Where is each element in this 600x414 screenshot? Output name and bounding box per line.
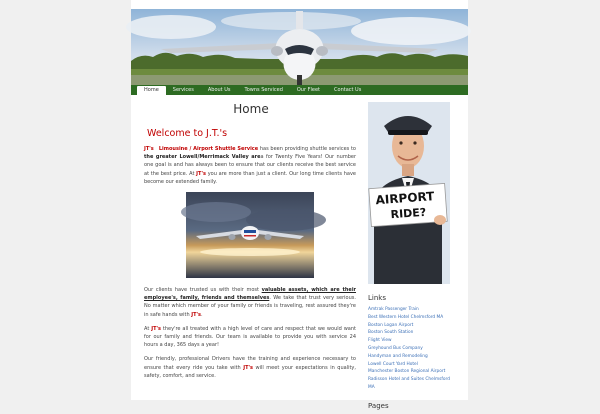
chauffeur-airport-ride-photo [368,102,450,284]
link-amtrak[interactable]: Amtrak Passenger Train [368,307,419,312]
link-best-western[interactable]: Best Western Hotel Chelmsford MA [368,314,444,320]
text-fragment: . We take that trust very serious. No matter which member of your family or friends is traveling, rest assured they're in safe hands with [144,295,356,318]
text-fragment: has been providing shuttle services to [258,146,356,152]
brand-service: Limousine / Airport Shuttle Service [158,146,259,152]
pages-heading: Pages [368,401,389,410]
text-fragment: you are more than just a client. Our long time clients have become our extended family. [144,170,356,185]
care-paragraph [144,325,356,350]
nav-item-home[interactable]: Home [137,86,166,95]
nav-item-services[interactable]: Services [172,87,194,93]
sidebar [368,102,450,414]
brand-name: JT's [191,311,201,318]
service-area: the greater Lowell/Merrimack Valley are [144,154,261,161]
text-fragment: Our clients have trusted us with their most [144,287,262,294]
link-south-station[interactable]: Boston South Station [368,330,414,336]
trust-paragraph [144,286,356,319]
nav-item-towns-serviced[interactable]: Towns Serviced [244,87,283,93]
text-fragment: . [201,311,203,318]
links-heading: Links [368,294,386,302]
brand-name: JT's [243,364,254,371]
link-manchester-airport[interactable]: Manchester Boston Regional Airport [368,369,446,375]
link-greyhound[interactable]: Greyhound Bus Company [368,345,423,351]
sign-text-line1: AIRPORT [375,189,435,208]
nav-item-about-us[interactable]: About Us [207,87,231,93]
text-fragment: will meet your expectations in quality, safety, comfort, and service. [144,364,356,379]
page-title: Home [233,102,269,116]
brand-name: JT's [196,170,206,177]
link-handyman[interactable]: Handyman and Remodeling [368,353,428,359]
link-flight-view[interactable]: Flight View [368,338,392,344]
link-radisson[interactable]: Radisson Hotel and Suites Chelmsford [368,377,450,383]
brand-name: JT's [151,325,161,332]
main-content [144,128,356,386]
header-banner-image [131,9,468,85]
valuable-assets-text: valuable assets, which are their employee's, family, friends and themselves [144,287,357,302]
text-fragment: they're all treated with a high level of care and respect that we would want for our family and friends. Our team is available to provide you with service 24 hours a day, 365 days a year! [144,325,356,349]
link-boston-logan[interactable]: Boston Logan Airport [368,322,414,328]
sign-text-line2: RIDE? [390,205,427,222]
main-navigation [131,85,468,95]
link-lowell-court-yard[interactable]: Lowell Court Yard Hotel [368,361,418,367]
airplane-sunset-photo [186,192,314,278]
text-fragment: At [144,325,152,332]
welcome-heading: Welcome to J.T.'s [147,128,228,139]
text-fragment: a for Twenty Five Years! Our number one goal is and has always been to ensure that our clients receive the best service at the best price. At [144,154,356,177]
text-fragment: Our friendly, professional Drivers have the training and experience necessary to ensure that every ride you take with [144,356,356,371]
drivers-paragraph [144,355,356,380]
brand-name: JT's [144,146,154,152]
page-wrapper [131,0,468,410]
link-radisson-cont[interactable]: MA [368,384,375,390]
intro-paragraph [144,145,356,186]
nav-item-contact-us[interactable]: Contact Us [334,87,362,93]
nav-item-our-fleet[interactable]: Our Fleet [296,87,321,93]
